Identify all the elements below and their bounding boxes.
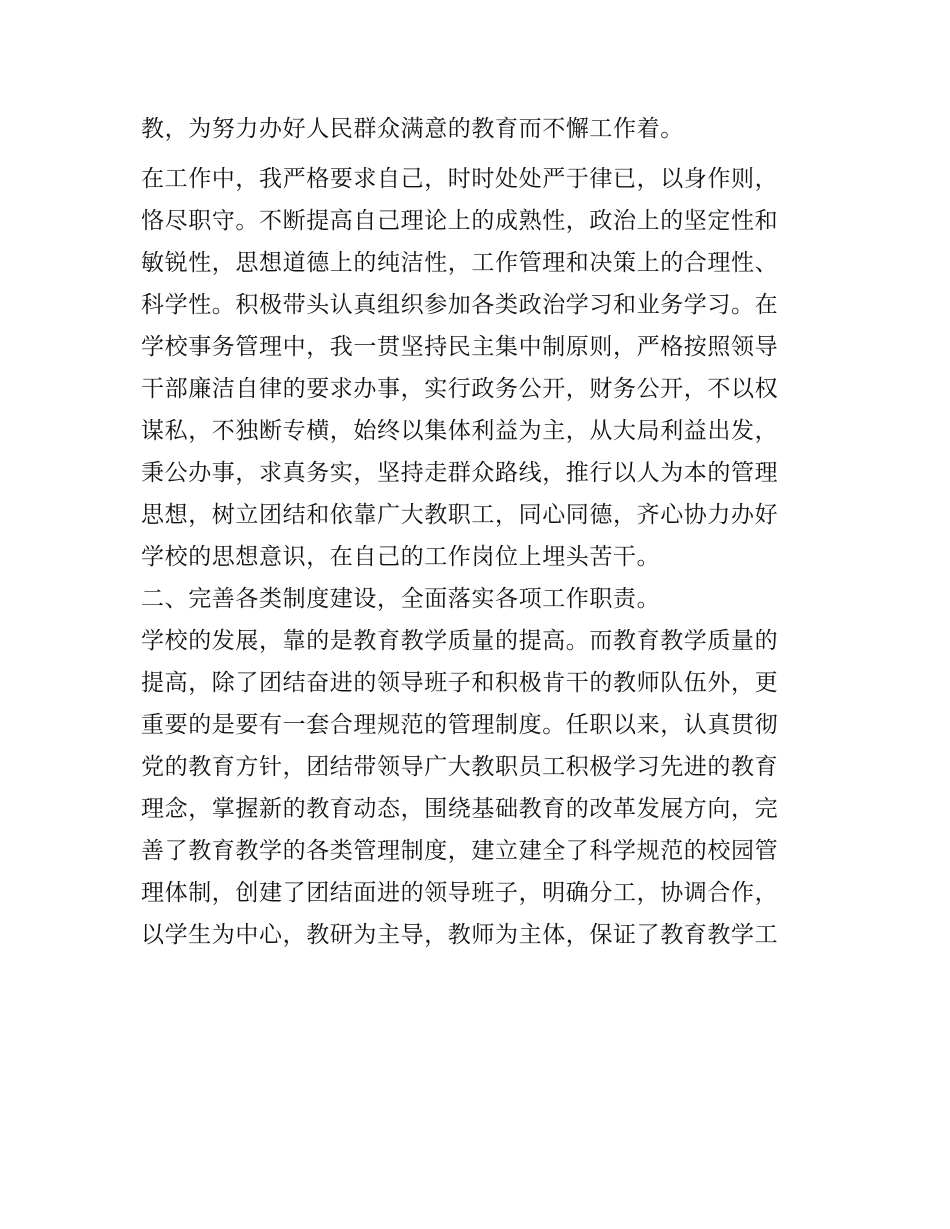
text-line: 重要的是要有一套合理规范的管理制度。任职以来，认真贯彻 bbox=[141, 712, 779, 738]
text-line: 提高，除了团结奋进的领导班子和积极肯干的教师队伍外，更 bbox=[141, 670, 779, 696]
text-line: 以学生为中心，教研为主导，教师为主体，保证了教育教学工 bbox=[141, 922, 779, 948]
text-line: 恪尽职守。不断提高自己理论上的成熟性，政治上的坚定性和 bbox=[141, 208, 779, 234]
text-line: 思想，树立团结和依靠广大教职工，同心同德，齐心协力办好 bbox=[141, 502, 779, 528]
text-line: 秉公办事，求真务实，坚持走群众路线，推行以人为本的管理 bbox=[141, 460, 779, 486]
section-heading: 二、完善各类制度建设，全面落实各项工作职责。 bbox=[141, 586, 661, 612]
text-line: 善了教育教学的各类管理制度，建立建全了科学规范的校园管 bbox=[141, 838, 779, 864]
text-line: 学校的发展，靠的是教育教学质量的提高。而教育教学质量的 bbox=[141, 628, 779, 654]
text-line: 科学性。积极带头认真组织参加各类政治学习和业务学习。在 bbox=[141, 292, 779, 318]
text-line: 理体制，创建了团结面进的领导班子，明确分工，协调合作， bbox=[141, 880, 779, 906]
text-line: 理念，掌握新的教育动态，围绕基础教育的改革发展方向，完 bbox=[141, 796, 779, 822]
document-body bbox=[141, 108, 821, 956]
text-line: 敏锐性，思想道德上的纯洁性，工作管理和决策上的合理性、 bbox=[141, 250, 779, 276]
text-line: 党的教育方针，团结带领导广大教职员工积极学习先进的教育 bbox=[141, 754, 779, 780]
text-line: 学校的思想意识，在自己的工作岗位上埋头苦干。 bbox=[141, 544, 661, 570]
text-line: 在工作中，我严格要求自己，时时处处严于律已，以身作则， bbox=[141, 166, 779, 192]
text-line: 干部廉洁自律的要求办事，实行政务公开，财务公开，不以权 bbox=[141, 376, 779, 402]
text-line: 教，为努力办好人民群众满意的教育而不懈工作着。 bbox=[141, 116, 684, 142]
text-line: 学校事务管理中，我一贯坚持民主集中制原则，严格按照领导 bbox=[141, 334, 779, 360]
text-line: 谋私，不独断专横，始终以集体利益为主，从大局利益出发， bbox=[141, 418, 779, 444]
